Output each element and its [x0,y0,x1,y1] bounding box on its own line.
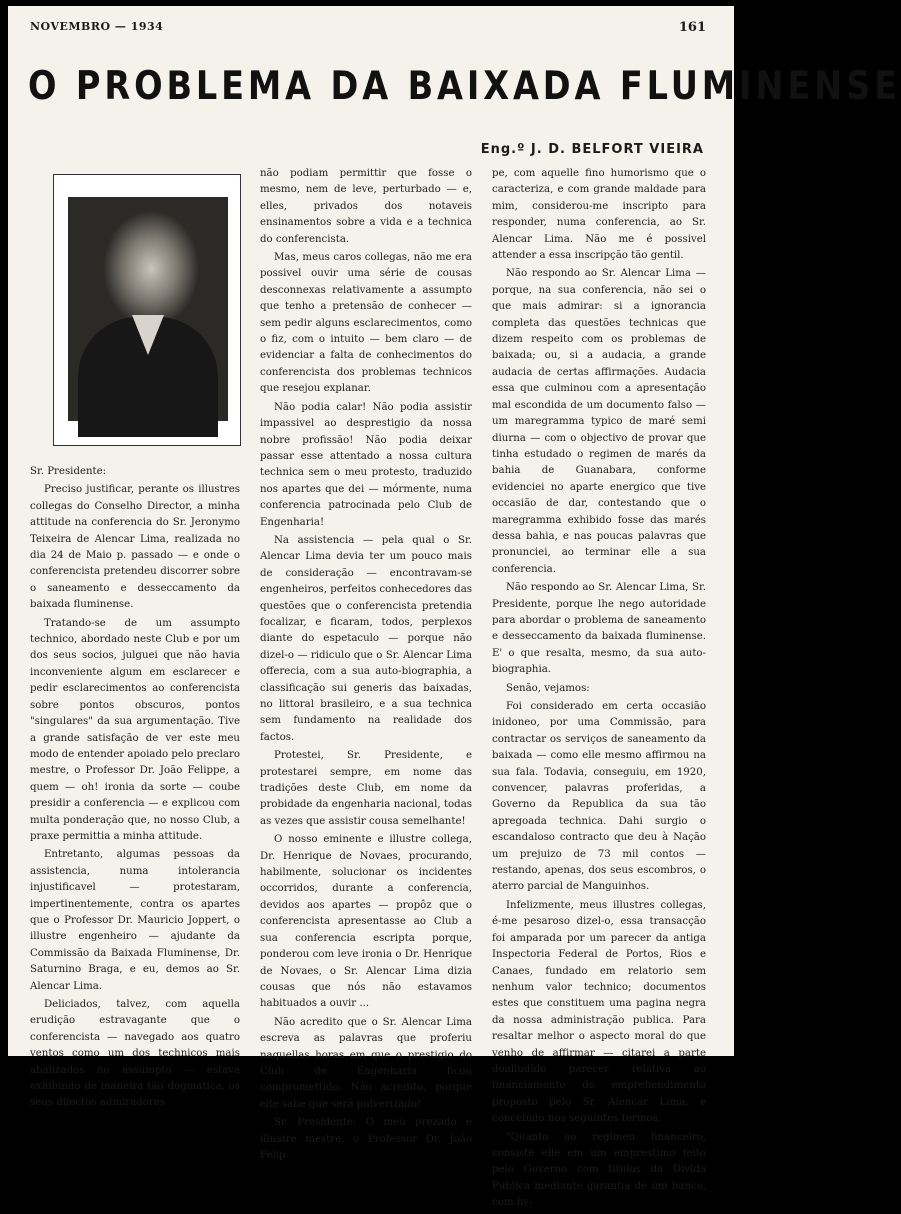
paragraph: pe, com aquelle fino humorismo que o caracteriza, e com grande maldade para mim, considerou-me inscripto para responder, numa conferencia, ao Sr. Alencar Lima. Não me é possivel attender a essa inscripção tão gentil. [492,168,706,262]
paragraph: Não acredito que o Sr. Alencar Lima escreva as palavras que proferiu naquellas horas em que o prestigio do Club de Engenharia ficou compromettido. Não acredito, porque elle sabe que será pulverizado! [260,1016,472,1110]
paragraph: Sr. Presidente: O meu prezado e illustre mestre, o Professor Dr. João Felip- [260,1117,472,1161]
paragraph: Não respondo ao Sr. Alencar Lima, Sr. Presidente, porque lhe nego autoridade para abordar o problema de saneamento e desseccamento da baixada fluminense. E' o que resalta, mesmo, da sua auto-biographia. [492,582,706,676]
paragraph: Infelizmente, meus illustres collegas, é-me pesaroso dizel-o, essa transacção foi amparada por um parecer da antiga Inspectoria Federal de Portos, Rios e Canaes, fundado em relatorio sem nenhum valor technico; documentos estes que constituem uma pagina negra da nossa administração publica. Para resaltar melhor o aspecto moral do que venho de affirmar — citarei a parte doalludido parecer relativa ao financiamento do emprehendimento proposto pelo Sr. Alencar Lima, e concebido nos seguintes termos: [492,899,706,1125]
document-page [8,6,901,1209]
paragraph: Sr. Presidente: [30,466,107,477]
article-title: O PROBLEMA DA BAIXADA FLUMINENSE [28,64,901,109]
column-2 [260,166,472,1166]
author-portrait-photo [68,197,228,421]
paragraph: Não podia calar! Não podia assistir impassivel ao desprestigio da nossa nobre profissão! Não podia deixar passar esse attentado a nossa cultura technica sem o meu protesto, traduzido nos apartes que dei — mórmente, numa conferencia patrocinada pelo Club de Engenharia! [260,401,472,528]
issue-date: NOVEMBRO — 1934 [30,20,164,33]
paragraph: Mas, meus caros collegas, não me era possivel ouvir uma série de cousas desconnexas relativamente a assumpto que tenho a pretensão de conhecer — sem pedir alguns esclarecimentos, como o fiz, com o intuito — bem claro — de evidenciar a falta de conhecimentos do conferencista dos problemas technicos que resejou explanar. [260,252,472,395]
paragraph: não podiam permittir que fosse o mesmo, nem de leve, perturbado — e, elles, privados dos notaveis ensinamentos sobre a vida e a technica do conferencista. [260,168,472,245]
paragraph: O nosso eminente e illustre collega, Dr. Henrique de Novaes, procurando, habilmente, solucionar os incidentes occorridos, durante a conferencia, devidos aos apartes — propôz que o conferencista apresentasse ao Club a sua conferencia escripta porque, ponderou com leve ironia o Dr. Henrique de Novaes, o Sr. Alencar Lima dizia cousas que nós não estavamos habituados a ouvir ... [260,834,472,1010]
paragraph: Não respondo ao Sr. Alencar Lima — porque, na sua conferencia, não sei o que mais admirar: si a ignorancia completa das questões technicas que dizem respeito com os problemas de baixada; ou, si a audacia, a grande audacia de certas affirmações. Audacia essa que culminou com a apresentação mal escondida de um documento falso — um maregramma typico de maré semi diurna — com o objectivo de provar que tinha estudado o regimen de marés da bahia de Guanabara, conforme evidenciei no aparte energico que tive occasião de dar, contestando que o maregramma exhibido fosse das marés dessa bahia, e nas poucas palavras que pronunciei, ao terminar elle a sua conferencia. [492,268,706,575]
author-portrait-frame [53,174,241,446]
paragraph: "Quanto ao regimen financeiro, consiste elle em um emprestimo feito pelo Governo com titulos da Divida Publica mediante garantia de um banco, com hy- [492,1131,706,1209]
paragraph: Na assistencia — pela qual o Sr. Alencar Lima devia ter um pouco mais de consideração — encontravam-se engenheiros, perfeitos conhecedores das questões que o conferencista pretendia focalizar, e ficaram, todos, perplexos diante do espetaculo — porque não dizel-o — ridiculo que o Sr. Alencar Lima offerecia, com a sua auto-biographia, a classificação sui generis das baixadas, no littoral brasileiro, e a sua technica sem fundamento na realidade dos factos. [260,534,472,743]
paragraph: Senão, vejamos: [506,682,590,694]
paragraph: Preciso justificar, perante os illustres collegas do Conselho Director, a minha attitude na conferencia do Sr. Jeronymo Teixeira de Alencar Lima, realizada no dia 24 de Maio p. passado — e onde o conferencista pretendeu discorrer sobre o saneamento e desseccamento da baixada fluminense. [30,484,240,611]
author-byline: Eng.º J. D. BELFORT VIEIRA [480,142,704,157]
paragraph: Foi considerado em certa occasião inidoneo, por uma Commissão, para contractar os serviços de saneamento da baixada — como elle mesmo affirmou na sua fala. Todavia, conseguiu, em 1920, convencer, palavras proferidas, a Governo da Republica da sua tão apregoada technica. Dahi surgio o escandaloso contracto que deu à Nação um prejuizo de 73 mil contos — restando, apenas, dos seus escombros, o aterro parcial de Manguinhos. [492,701,706,893]
paragraph: Entretanto, algumas pessoas da assistencia, numa intolerancia injustificavel — protestaram, impertinentemente, contra os apartes que o Professor Dr. Mauricio Joppert, o illustre engenheiro — ajudante da Commissão da Baixada Fluminense, Dr. Saturnino Braga, e eu, demos ao Sr. Alencar Lima. [30,849,240,992]
column-1 [30,464,240,1114]
page-number: 161 [678,20,706,35]
paragraph: Tratando-se de um assumpto technico, abordado neste Club e por um dos seus socios, julguei que não havia inconveniente algum em esclarecer e pedir esclarecimentos ao conferencista sobre pontos obscuros, pontos "singulares" da sua argumentação. Tive a grande satisfação de ver este meu modo de entender apoiado pelo preclaro mestre, o Professor Dr. João Felippe, a quem — oh! ironia da sorte — coube presidir a conferencia — e explicou com multa ponderação que, no nosso Club, a praxe permittia a minha attitude. [30,617,241,842]
paragraph: Deliciados, talvez, com aquella erudição estravagante que o conferencista — navegado aos quatro ventos como um dos technicos mais abalizados no assumpto — estava exhibindo de maneira tão dogmatica, os seus dilectos admiradores [30,999,240,1109]
paragraph: Protestei, Sr. Presidente, e protestarei sempre, em nome das tradições deste Club, em nome da probidade da engenharia nacional, todas as vezes que assistir cousa semelhante! [260,750,472,827]
column-3 [492,166,706,1214]
